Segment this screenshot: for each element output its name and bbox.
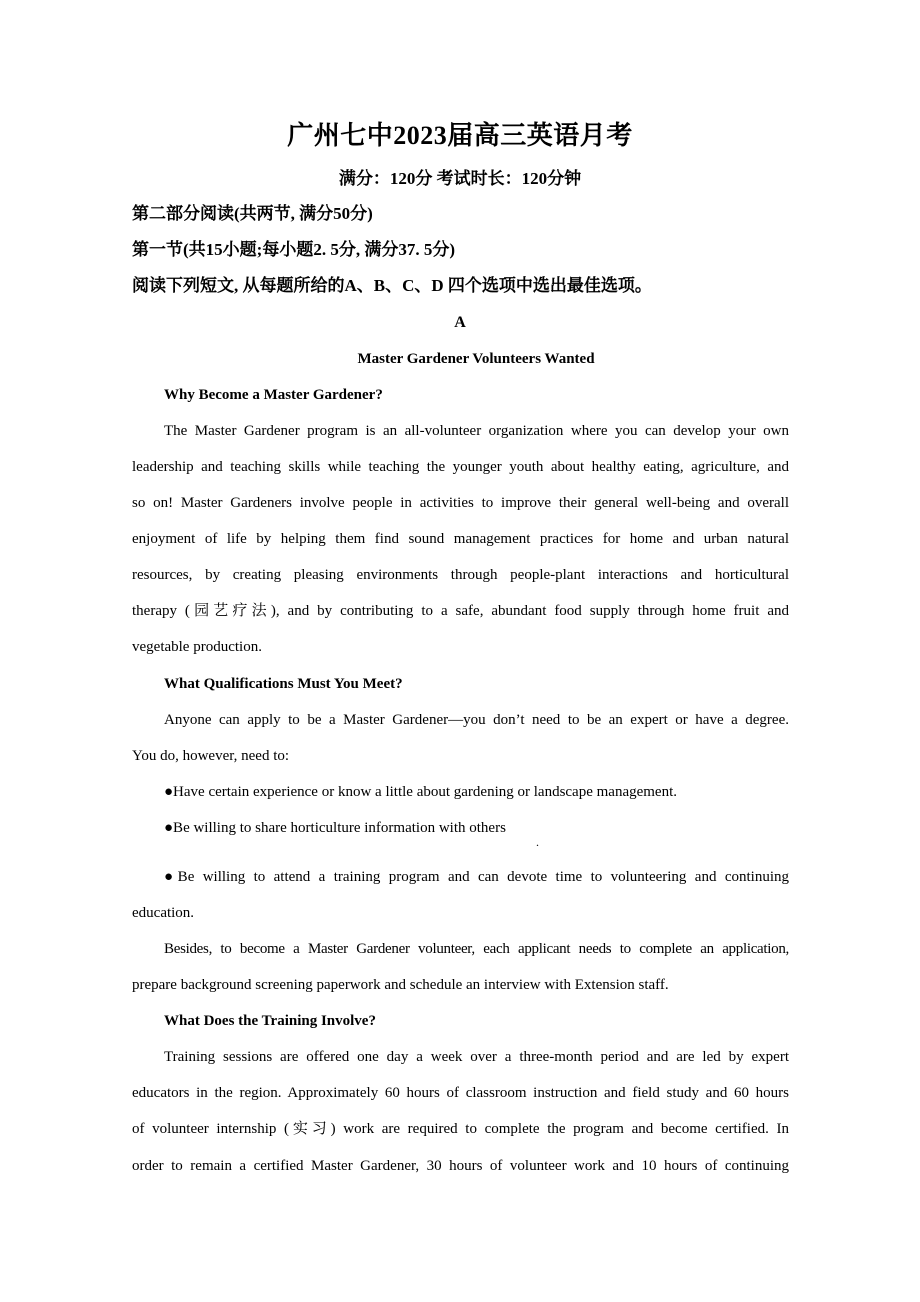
subsection-instruction: 第一节(共15小题;每小题2. 5分, 满分37. 5分) — [132, 240, 455, 259]
section-instruction: 第二部分阅读(共两节, 满分50分) — [132, 204, 373, 223]
paragraph-line: enjoyment of life by helping them find sound management practices for home and urban natural — [132, 531, 789, 547]
passage-letter: A — [454, 314, 466, 331]
paragraph-line: You do, however, need to: — [132, 748, 290, 764]
paragraph-line: educators in the region. Approximately 60 hours of classroom instruction and field study and 60 hours — [132, 1085, 789, 1101]
paragraph-line: Training sessions are offered one day a week over a three-month period and are led by expert — [164, 1049, 789, 1065]
paragraph-line: prepare background screening paperwork and schedule an interview with Extension staff. — [132, 977, 669, 993]
paragraph-line: Besides, to become a Master Gardener volunteer, each applicant needs to complete an application, — [164, 941, 789, 957]
paragraph-line: therapy (园艺疗法), and by contributing to a safe, abundant food supply through home fruit and — [132, 603, 789, 619]
paragraph-line: The Master Gardener program is an all-volunteer organization where you can develop your own — [164, 423, 789, 439]
bullet-item: ●Be willing to share horticulture information with others — [164, 820, 506, 836]
bullet-item: ●Be willing to attend a training program and can devote time to volunteering and continuing — [164, 869, 789, 885]
section-heading: What Qualifications Must You Meet? — [164, 676, 403, 692]
bullet-item: ●Have certain experience or know a little about gardening or landscape management. — [164, 784, 678, 800]
passage-title: Master Gardener Volunteers Wanted — [357, 351, 595, 367]
exam-title: 广州七中2023届高三英语月考 — [287, 121, 633, 150]
paragraph-line: resources, by creating pleasing environments through people-plant interactions and horticultural — [132, 567, 789, 583]
paragraph-line: order to remain a certified Master Gardener, 30 hours of volunteer work and 10 hours of continuing — [132, 1158, 789, 1174]
reading-instruction: 阅读下列短文, 从每题所给的A、B、C、D 四个选项中选出最佳选项。 — [132, 276, 652, 295]
paragraph-line: of volunteer internship (实习) work are required to complete the program and become certified. In — [132, 1121, 789, 1137]
paragraph-line: vegetable production. — [132, 639, 262, 655]
section-heading: What Does the Training Involve? — [164, 1013, 376, 1029]
paragraph-line: Anyone can apply to be a Master Gardener—you don’t need to be an expert or have a degree. — [164, 712, 789, 728]
section-heading: Why Become a Master Gardener? — [164, 387, 383, 403]
paragraph-line: so on! Master Gardeners involve people in activities to improve their general well-being and overall — [132, 495, 789, 511]
paragraph-line: education. — [132, 905, 195, 921]
paragraph-line: leadership and teaching skills while teaching the younger youth about healthy eating, agriculture, and — [132, 459, 789, 475]
stray-mark: . — [536, 835, 539, 849]
exam-subtitle: 满分：120分 考试时长：120分钟 — [338, 169, 582, 188]
